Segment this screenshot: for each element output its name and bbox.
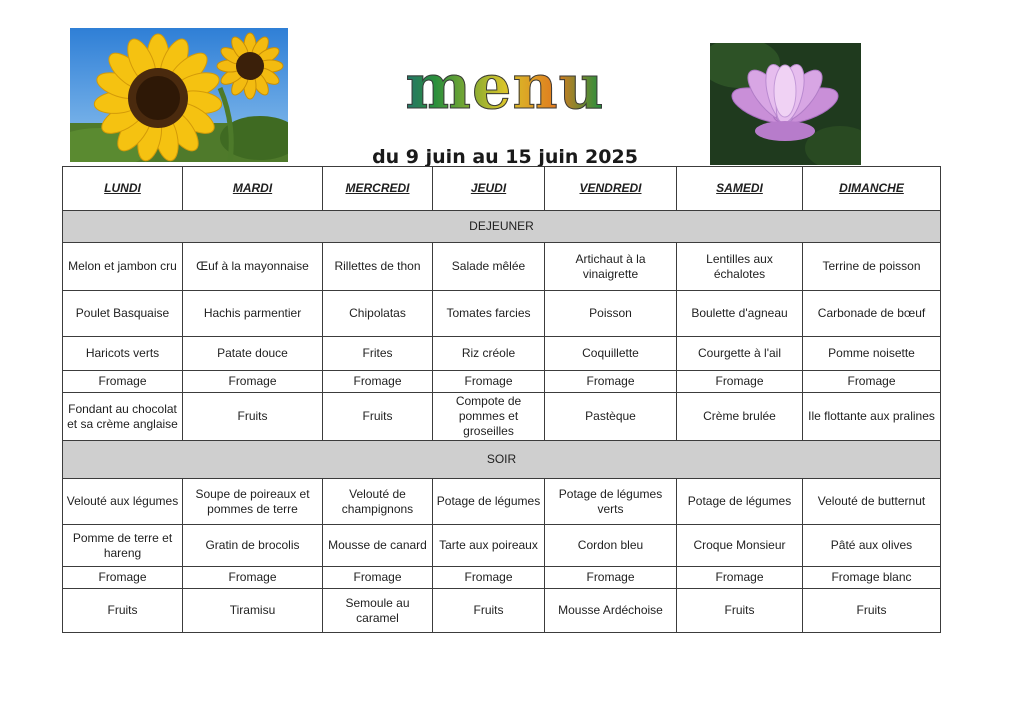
menu-cell: Coquillette — [545, 337, 677, 371]
menu-cell: Poisson — [545, 291, 677, 337]
menu-cell: Boulette d'agneau — [677, 291, 803, 337]
day-header-mercredi: MERCREDI — [323, 167, 433, 211]
menu-cell: Carbonade de bœuf — [803, 291, 941, 337]
menu-cell: Fruits — [323, 393, 433, 441]
menu-cell: Courgette à l'ail — [677, 337, 803, 371]
menu-cell: Fromage — [545, 371, 677, 393]
menu-cell: Fromage blanc — [803, 567, 941, 589]
table-row — [63, 479, 941, 525]
menu-cell: Chipolatas — [323, 291, 433, 337]
menu-cell: Croque Monsieur — [677, 525, 803, 567]
menu-cell: Velouté de butternut — [803, 479, 941, 525]
section-row-dejeuner — [63, 211, 941, 243]
menu-cell: Potage de légumes — [677, 479, 803, 525]
menu-cell: Lentilles aux échalotes — [677, 243, 803, 291]
menu-cell: Terrine de poisson — [803, 243, 941, 291]
section-label-soir: SOIR — [63, 441, 941, 479]
lotus-photo — [710, 43, 861, 165]
menu-cell: Fromage — [433, 567, 545, 589]
menu-cell: Hachis parmentier — [183, 291, 323, 337]
menu-cell: Fromage — [803, 371, 941, 393]
menu-cell: Fromage — [677, 371, 803, 393]
menu-title: menu — [365, 52, 645, 122]
day-header-jeudi: JEUDI — [433, 167, 545, 211]
section-label-dejeuner: DEJEUNER — [63, 211, 941, 243]
menu-cell: Fruits — [183, 393, 323, 441]
menu-cell: Haricots verts — [63, 337, 183, 371]
menu-cell: Mousse de canard — [323, 525, 433, 567]
menu-cell: Pastèque — [545, 393, 677, 441]
menu-cell: Tomates farcies — [433, 291, 545, 337]
menu-cell: Pomme de terre et hareng — [63, 525, 183, 567]
table-row — [63, 393, 941, 441]
menu-cell: Rillettes de thon — [323, 243, 433, 291]
menu-cell: Cordon bleu — [545, 525, 677, 567]
menu-cell: Fromage — [323, 371, 433, 393]
menu-cell: Fromage — [545, 567, 677, 589]
table-row — [63, 291, 941, 337]
menu-cell: Tiramisu — [183, 589, 323, 633]
table-row — [63, 337, 941, 371]
day-header-mardi: MARDI — [183, 167, 323, 211]
menu-cell: Compote de pommes et groseilles — [433, 393, 545, 441]
menu-cell: Patate douce — [183, 337, 323, 371]
sunflower-image — [70, 28, 288, 162]
table-row — [63, 371, 941, 393]
menu-cell: Fromage — [183, 371, 323, 393]
menu-cell: Pâté aux olives — [803, 525, 941, 567]
menu-cell: Fruits — [803, 589, 941, 633]
menu-cell: Gratin de brocolis — [183, 525, 323, 567]
menu-cell: Fruits — [677, 589, 803, 633]
menu-cell: Tarte aux poireaux — [433, 525, 545, 567]
table-row — [63, 567, 941, 589]
menu-cell: Fondant au chocolat et sa crème anglaise — [63, 393, 183, 441]
menu-cell: Potage de légumes — [433, 479, 545, 525]
table-row — [63, 243, 941, 291]
menu-cell: Semoule au caramel — [323, 589, 433, 633]
menu-cell: Soupe de poireaux et pommes de terre — [183, 479, 323, 525]
menu-cell: Mousse Ardéchoise — [545, 589, 677, 633]
menu-cell: Fruits — [63, 589, 183, 633]
menu-cell: Frites — [323, 337, 433, 371]
day-header-vendredi: VENDREDI — [545, 167, 677, 211]
days-header-row — [63, 167, 941, 211]
sunflower-photo — [70, 28, 288, 162]
menu-cell: Velouté aux légumes — [63, 479, 183, 525]
menu-cell: Crème brulée — [677, 393, 803, 441]
section-row-soir — [63, 441, 941, 479]
menu-cell: Ile flottante aux pralines — [803, 393, 941, 441]
menu-cell: Fromage — [63, 371, 183, 393]
menu-cell: Poulet Basquaise — [63, 291, 183, 337]
day-header-dimanche: DIMANCHE — [803, 167, 941, 211]
menu-cell: Melon et jambon cru — [63, 243, 183, 291]
menu-cell: Pomme noisette — [803, 337, 941, 371]
date-range: du 9 juin au 15 juin 2025 — [372, 146, 638, 168]
menu-cell: Fromage — [183, 567, 323, 589]
table-row — [63, 589, 941, 633]
menu-table — [62, 166, 941, 633]
day-header-samedi: SAMEDI — [677, 167, 803, 211]
menu-cell: Riz créole — [433, 337, 545, 371]
table-row — [63, 525, 941, 567]
menu-cell: Salade mêlée — [433, 243, 545, 291]
menu-cell: Potage de légumes verts — [545, 479, 677, 525]
menu-cell: Fromage — [63, 567, 183, 589]
menu-cell: Fromage — [433, 371, 545, 393]
day-header-lundi: LUNDI — [63, 167, 183, 211]
menu-cell: Artichaut à la vinaigrette — [545, 243, 677, 291]
menu-cell: Fromage — [323, 567, 433, 589]
menu-cell: Fromage — [677, 567, 803, 589]
menu-cell: Velouté de champignons — [323, 479, 433, 525]
lotus-image — [710, 43, 861, 165]
menu-cell: Œuf à la mayonnaise — [183, 243, 323, 291]
menu-cell: Fruits — [433, 589, 545, 633]
